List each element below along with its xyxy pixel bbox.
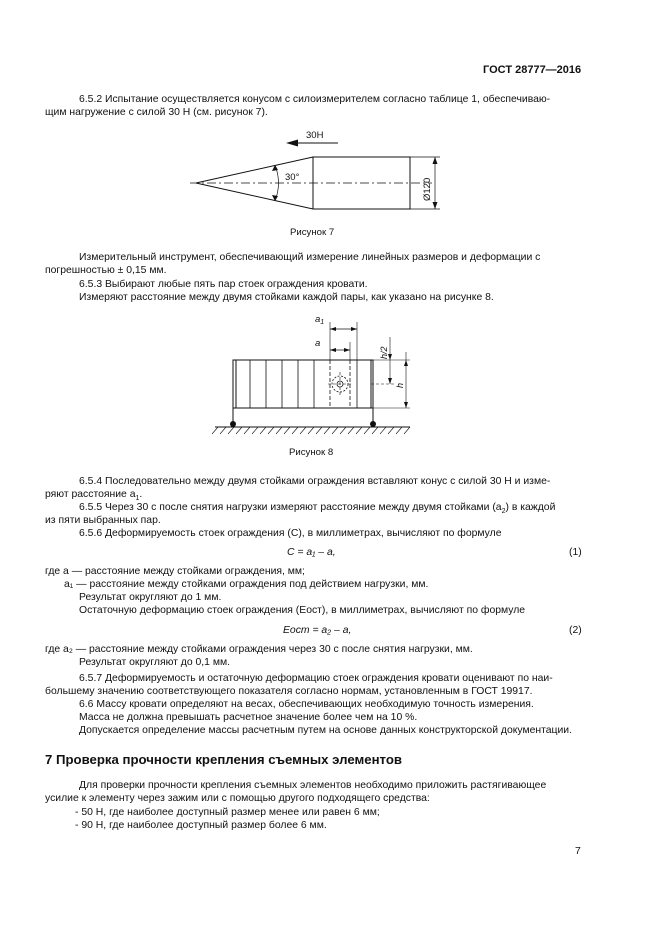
section-7-title: 7 Проверка прочности крепления съемных элементов	[45, 752, 402, 767]
para-7-line1: Для проверки прочности крепления съемных элементов необходимо приложить растягивающее	[79, 780, 547, 791]
para-66-line1: 6.6 Массу кровати определяют на весах, обеспечивающих необходимую точность измерения.	[79, 699, 534, 710]
fig8-a1-label: $a_1$	[315, 314, 325, 326]
para-652-line2: щим нагружение с силой 30 Н (см. рисунок 7).	[45, 107, 268, 118]
formula-1-number: (1)	[569, 547, 582, 558]
doc-id: ГОСТ 28777—2016	[483, 64, 582, 76]
round-2: Результат округляют до 0,1 мм.	[79, 657, 231, 668]
formula-2: Eост = a₂ – a,	[283, 625, 352, 636]
fig7-diameter-label: Ø120	[422, 177, 433, 201]
para-66-line2: Масса не должна превышать расчетное значение более чем на 10 %.	[79, 712, 418, 723]
round-1: Результат округляют до 1 мм.	[79, 592, 222, 603]
para-655-line1: 6.5.5 Через 30 с после снятия нагрузки измеряют расстояние между двумя стойками $(a_2)$ в каждой	[79, 502, 556, 516]
fig8-h2-label: h/2	[379, 346, 389, 359]
figure-8-caption: Рисунок 8	[289, 447, 334, 458]
figure-7-cone	[180, 125, 460, 230]
para-653: 6.5.3 Выбирают любые пять пар стоек ограждения кровати.	[79, 279, 368, 290]
list-item-90n: - 90 Н, где наиболее доступный размер более 6 мм.	[75, 820, 327, 831]
para-654-line2: ряют расстояние $a_1$.	[45, 489, 143, 503]
para-residual: Остаточную деформацию стоек ограждения (Eост), в миллиметрах, вычисляют по формуле	[79, 605, 526, 616]
para-654-line1: 6.5.4 Последовательно между двумя стойками ограждения вставляют конус с силой 30 Н и изме-	[79, 476, 551, 487]
page-number: 7	[575, 846, 581, 857]
figure-8-rail	[210, 312, 430, 442]
para-measure: Измеряют расстояние между двумя стойками каждой пары, как указано на рисунке 8.	[79, 292, 494, 303]
para-instrument-line1: Измерительный инструмент, обеспечивающий измерение линейных размеров и деформации с	[79, 252, 541, 263]
para-657-line2: большему значению соответствующего показателя согласно нормам, установленным в ГОСТ 19917.	[45, 686, 533, 697]
para-656: 6.5.6 Деформируемость стоек ограждения (C), в миллиметрах, вычисляют по формуле	[79, 528, 502, 539]
where-a: где a — расстояние между стойками ограждения, мм;	[45, 566, 305, 577]
formula-2-number: (2)	[569, 625, 582, 636]
para-66-line3: Допускается определение массы расчетным путем на основе данных конструкторской документации.	[79, 725, 572, 736]
formula-1: C = a₁ – a,	[287, 547, 336, 558]
figure-7-caption: Рисунок 7	[290, 227, 335, 238]
para-657-line1: 6.5.7 Деформируемость и остаточную деформацию стоек ограждения кровати оценивают по наи-	[79, 673, 553, 684]
fig7-force-label: 30Н	[306, 130, 324, 141]
para-7-line2: усилие к элементу через зажим или с помощью другого подходящего средства:	[45, 793, 430, 804]
where-a2: где a₂ — расстояние между стойками ограждения через 30 с после снятия нагрузки, мм.	[45, 644, 473, 655]
para-instrument-line2: погрешностью ± 0,15 мм.	[45, 265, 167, 276]
where-a1: a₁ — расстояние между стойками ограждения под действием нагрузки, мм.	[64, 579, 429, 590]
fig8-h-label: h	[395, 382, 405, 388]
para-652-line1: 6.5.2 Испытание осуществляется конусом с силоизмерителем согласно таблице 1, обеспечиваю-	[79, 94, 551, 105]
fig7-angle-label: 30°	[285, 172, 300, 183]
fig8-a-label: a	[315, 338, 321, 349]
list-item-50n: - 50 Н, где наиболее доступный размер менее или равен 6 мм;	[75, 807, 380, 818]
para-655-line2: из пяти выбранных пар.	[45, 515, 161, 526]
